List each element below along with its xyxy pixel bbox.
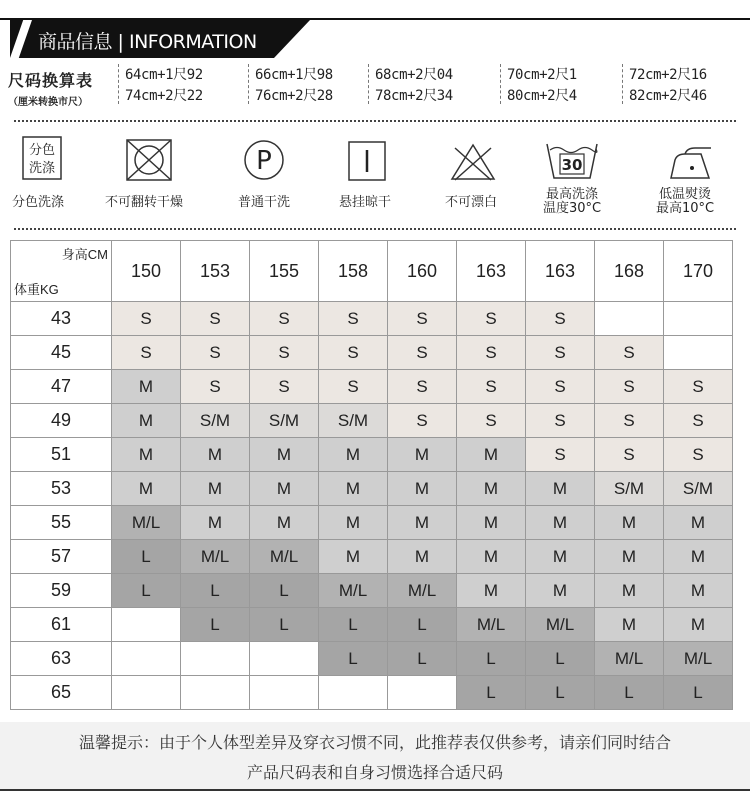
size-cell: S [526, 336, 595, 370]
footer-line: 温馨提示：由于个人体型差异及穿衣习惯不同，此推荐表仅供参考，请亲们同时结合 [78, 733, 671, 752]
size-cell [181, 642, 250, 676]
size-cell: S [457, 370, 526, 404]
size-cell: M [664, 540, 733, 574]
care-caption: 不可翻转干燥 [105, 195, 184, 210]
size-cell: S [526, 438, 595, 472]
conversion-label-block [8, 68, 113, 108]
size-cell: S [457, 404, 526, 438]
size-cell: L [112, 574, 181, 608]
size-cell: M [664, 574, 733, 608]
height-header-cell: 150 [112, 241, 181, 302]
footer-line: 产品尺码表和自身习惯选择合适尺码 [246, 763, 503, 782]
size-cell: M/L [664, 642, 733, 676]
size-cell: L [664, 676, 733, 710]
size-cell [250, 642, 319, 676]
weight-cell: 59 [11, 574, 112, 608]
table-header-row [11, 241, 733, 302]
care-caption: 悬挂晾干 [339, 195, 392, 210]
conversion-value: 74cm+2尺22 [125, 88, 203, 104]
size-cell: M [526, 472, 595, 506]
conversion-value: 80cm+2尺4 [507, 88, 577, 104]
conversion-value: 68cm+2尺04 [375, 67, 453, 83]
size-cell: L [388, 642, 457, 676]
size-cell: L [526, 676, 595, 710]
care-caption [656, 188, 714, 216]
size-cell: M [112, 404, 181, 438]
size-cell: S [319, 302, 388, 336]
size-cell: M [664, 506, 733, 540]
size-cell: S [595, 370, 664, 404]
size-cell: S [595, 438, 664, 472]
size-cell: S/M [664, 472, 733, 506]
weight-cell: 45 [11, 336, 112, 370]
size-cell: S [664, 404, 733, 438]
size-cell: S [112, 302, 181, 336]
size-cell: M [181, 472, 250, 506]
size-cell: S/M [595, 472, 664, 506]
size-cell: M [319, 472, 388, 506]
size-cell: M/L [595, 642, 664, 676]
size-cell: M [595, 608, 664, 642]
size-cell: S [388, 336, 457, 370]
care-caption-line: 温度30°C [543, 201, 602, 216]
weight-cell: 57 [11, 540, 112, 574]
care-caption-line: 最高10°C [656, 201, 715, 216]
conversion-value: 70cm+2尺1 [507, 67, 577, 83]
weight-cell: 63 [11, 642, 112, 676]
size-cell [112, 608, 181, 642]
size-cell: M [250, 506, 319, 540]
conversion-label: 尺码换算表 [8, 71, 94, 90]
size-cell: L [250, 608, 319, 642]
size-cell: M [457, 574, 526, 608]
care-caption [543, 188, 601, 216]
table-row [11, 642, 733, 676]
table-row [11, 302, 733, 336]
size-cell: S [526, 302, 595, 336]
table-row [11, 336, 733, 370]
size-cell: L [595, 676, 664, 710]
size-cell: M/L [112, 506, 181, 540]
size-cell: S [388, 302, 457, 336]
height-header-cell: 158 [319, 241, 388, 302]
size-cell [664, 336, 733, 370]
separate-wash-icon-text: 洗涤 [28, 161, 56, 176]
size-cell: S [181, 302, 250, 336]
size-cell [319, 676, 388, 710]
size-cell: S [595, 404, 664, 438]
info-header [0, 0, 750, 60]
size-cell: M/L [181, 540, 250, 574]
table-row [11, 676, 733, 710]
size-cell: S/M [181, 404, 250, 438]
size-cell: S [664, 370, 733, 404]
weight-cell: 51 [11, 438, 112, 472]
size-cell: M/L [388, 574, 457, 608]
table-row [11, 438, 733, 472]
size-cell [181, 676, 250, 710]
height-header-cell: 170 [664, 241, 733, 302]
separate-wash-icon [22, 136, 62, 184]
weight-cell: 53 [11, 472, 112, 506]
dry-clean-letter: P [256, 146, 272, 176]
header-rule [0, 18, 750, 20]
size-cell: S [526, 404, 595, 438]
size-cell: L [250, 574, 319, 608]
header-title: 商品信息 | INFORMATION [38, 31, 257, 53]
table-row [11, 574, 733, 608]
size-cell: M [319, 438, 388, 472]
size-cell: M [457, 540, 526, 574]
size-cell: S [457, 302, 526, 336]
table-row [11, 370, 733, 404]
size-cell [112, 642, 181, 676]
size-cell: S [112, 336, 181, 370]
size-cell: M [112, 370, 181, 404]
height-header-cell: 163 [526, 241, 595, 302]
size-cell [664, 302, 733, 336]
size-cell: M [388, 540, 457, 574]
table-row [11, 506, 733, 540]
size-cell: M [457, 506, 526, 540]
care-caption: 不可漂白 [445, 195, 498, 210]
size-cell: M/L [526, 608, 595, 642]
conversion-value: 66cm+1尺98 [255, 67, 333, 83]
size-cell [250, 676, 319, 710]
size-cell: L [319, 608, 388, 642]
low-iron-icon [665, 146, 715, 186]
size-cell: M [112, 472, 181, 506]
weight-cell: 55 [11, 506, 112, 540]
size-cell: S [388, 404, 457, 438]
size-cell: M [319, 506, 388, 540]
size-cell: L [457, 642, 526, 676]
conversion-sublabel: （厘米转换市尺） [8, 97, 88, 108]
table-row [11, 404, 733, 438]
size-cell: S [664, 438, 733, 472]
size-cell: S [595, 336, 664, 370]
height-header-cell: 160 [388, 241, 457, 302]
care-instructions [0, 126, 750, 226]
size-cell: M [526, 506, 595, 540]
weight-cell: 47 [11, 370, 112, 404]
size-cell [388, 676, 457, 710]
size-cell: M [388, 472, 457, 506]
care-caption-line: 最高洗涤 [546, 187, 599, 202]
size-cell: S [457, 336, 526, 370]
no-tumble-dry-icon [125, 138, 173, 186]
size-cell: M [664, 608, 733, 642]
size-cell: L [181, 574, 250, 608]
size-cell: M/L [319, 574, 388, 608]
height-header-cell: 168 [595, 241, 664, 302]
height-header-cell: 155 [250, 241, 319, 302]
weight-cell: 65 [11, 676, 112, 710]
size-recommendation-table [10, 240, 733, 710]
size-cell: S [319, 370, 388, 404]
height-header-cell: 153 [181, 241, 250, 302]
size-cell: S [526, 370, 595, 404]
conversion-value: 64cm+1尺92 [125, 67, 203, 83]
size-cell: M [526, 574, 595, 608]
table-row [11, 608, 733, 642]
size-cell: M [181, 438, 250, 472]
conversion-value: 82cm+2尺46 [629, 88, 707, 104]
size-cell: L [319, 642, 388, 676]
size-cell: S [250, 336, 319, 370]
size-cell: L [526, 642, 595, 676]
size-cell: L [112, 540, 181, 574]
size-cell: S [250, 302, 319, 336]
footer-note [0, 722, 750, 791]
size-cell: S [181, 370, 250, 404]
divider [14, 120, 736, 122]
size-cell [112, 676, 181, 710]
weight-cell: 43 [11, 302, 112, 336]
size-cell: S/M [250, 404, 319, 438]
conversion-value: 76cm+2尺28 [255, 88, 333, 104]
conversion-value: 78cm+2尺34 [375, 88, 453, 104]
size-cell: M [181, 506, 250, 540]
size-cell: S [181, 336, 250, 370]
table-row [11, 540, 733, 574]
size-cell: M [526, 540, 595, 574]
weight-cell: 61 [11, 608, 112, 642]
size-cell: M [595, 506, 664, 540]
table-corner-cell [11, 241, 112, 302]
size-conversion [0, 62, 750, 118]
size-cell: M [595, 540, 664, 574]
size-cell: S [388, 370, 457, 404]
table-row [11, 472, 733, 506]
size-cell: M/L [457, 608, 526, 642]
size-cell: M [457, 438, 526, 472]
care-caption: 普通干洗 [238, 195, 291, 210]
hang-dry-icon [347, 140, 387, 186]
size-cell: S/M [319, 404, 388, 438]
size-cell: M [319, 540, 388, 574]
care-caption: 分色洗涤 [12, 195, 65, 210]
size-cell: L [457, 676, 526, 710]
separate-wash-icon-text: 分色 [28, 143, 56, 158]
dry-clean-p-icon [242, 138, 286, 186]
height-axis-label: 身高CM [61, 247, 108, 262]
size-cell: L [181, 608, 250, 642]
wash-30-icon [544, 140, 600, 186]
wash-temp-text: 30 [561, 156, 583, 174]
size-cell: M [388, 438, 457, 472]
conversion-value: 72cm+2尺16 [629, 67, 707, 83]
weight-axis-label: 体重KG [14, 282, 59, 297]
height-header-cell: 163 [457, 241, 526, 302]
care-caption-line: 低温熨烫 [659, 187, 712, 202]
size-cell: M [595, 574, 664, 608]
size-cell: M [457, 472, 526, 506]
size-cell: S [250, 370, 319, 404]
size-cell: S [319, 336, 388, 370]
size-cell: M [250, 472, 319, 506]
size-cell: M [112, 438, 181, 472]
size-cell: M [388, 506, 457, 540]
no-bleach-icon [449, 142, 497, 186]
divider [14, 228, 736, 230]
size-cell [595, 302, 664, 336]
size-cell: M [250, 438, 319, 472]
size-cell: L [388, 608, 457, 642]
size-cell: M/L [250, 540, 319, 574]
weight-cell: 49 [11, 404, 112, 438]
